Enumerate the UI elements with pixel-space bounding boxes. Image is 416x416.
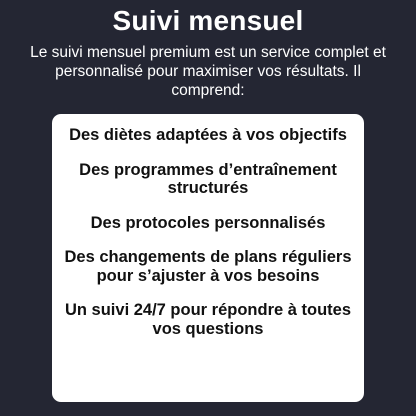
- feature-item-support: Un suivi 24/7 pour répondre à toutes vos questions: [64, 301, 352, 338]
- features-card: [52, 114, 364, 402]
- feature-item-training-programs: Des programmes d’entraînement structurés: [79, 160, 337, 197]
- feature-item-plan-changes: Des changements de plans réguliers pour s’ajuster à vos besoins: [64, 248, 352, 285]
- intro-text: Le suivi mensuel premium est un service complet et personnalisé pour maximiser vos résultats. Il comprend:: [30, 44, 386, 99]
- page-title: Suivi mensuel: [112, 5, 304, 36]
- feature-item-diets: Des diètes adaptées à vos objectifs: [69, 126, 347, 144]
- feature-item-protocols: Des protocoles personnalisés: [90, 213, 326, 232]
